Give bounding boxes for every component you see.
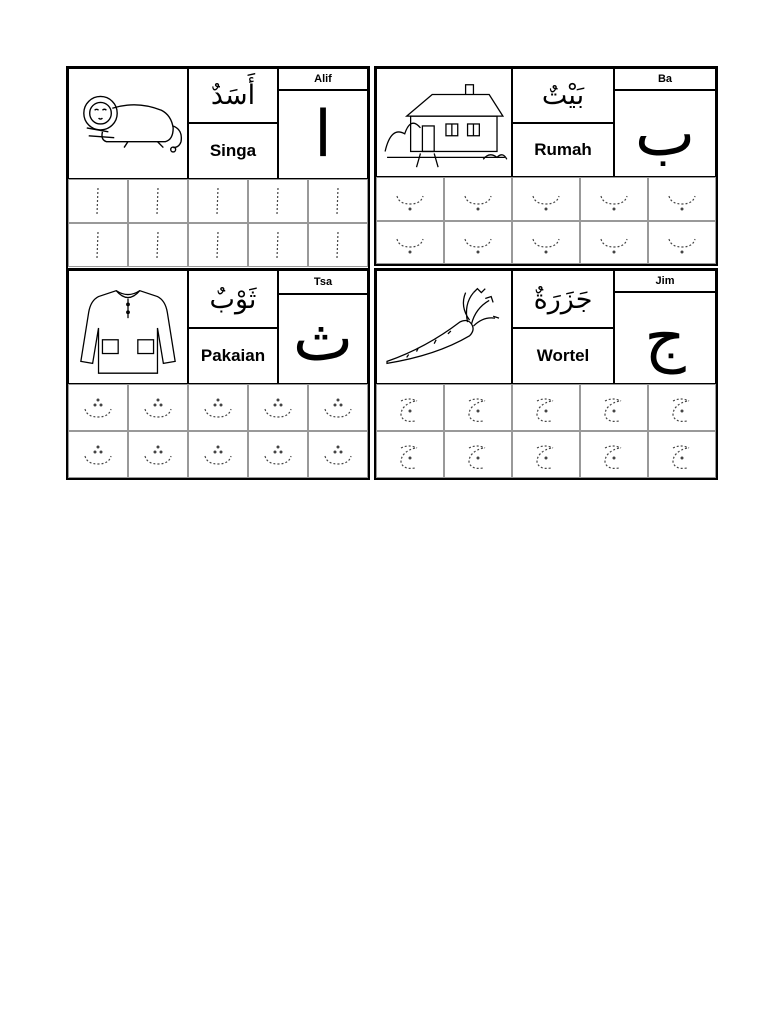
house-icon: [376, 68, 512, 177]
jim-trace-icon: [512, 384, 580, 431]
latin-word: Rumah: [512, 123, 614, 177]
tsa-trace-icon: [128, 431, 188, 478]
letter-card-ba: [374, 66, 718, 266]
ba-trace-icon: [512, 221, 580, 265]
jim-trace-icon: [376, 384, 444, 431]
ba-trace-icon: [580, 221, 648, 265]
ba-trace-icon: [444, 221, 512, 265]
tsa-trace-icon: [128, 384, 188, 431]
tracing-grid: [376, 384, 716, 478]
alif-trace-icon: [308, 179, 368, 223]
big-letter: ج: [614, 292, 716, 384]
jim-trace-icon: [444, 431, 512, 478]
tsa-trace-icon: [248, 384, 308, 431]
jim-trace-icon: [376, 431, 444, 478]
arabic-word: جَزَرَةٌ: [512, 270, 614, 328]
ba-trace-icon: [648, 177, 716, 221]
arabic-word: ثَوْبٌ: [188, 270, 278, 328]
alif-trace-icon: [248, 223, 308, 267]
tsa-trace-icon: [308, 384, 368, 431]
jim-trace-icon: [512, 431, 580, 478]
alif-trace-icon: [188, 223, 248, 267]
ba-trace-icon: [444, 177, 512, 221]
latin-word: Wortel: [512, 328, 614, 384]
alif-trace-icon: [128, 179, 188, 223]
tsa-trace-icon: [68, 431, 128, 478]
tsa-trace-icon: [308, 431, 368, 478]
arabic-word: أَسَدٌ: [188, 68, 278, 123]
tracing-grid: [68, 179, 368, 267]
letter-name: Tsa: [278, 270, 368, 294]
alif-trace-icon: [68, 223, 128, 267]
letter-name: Jim: [614, 270, 716, 292]
tsa-trace-icon: [188, 431, 248, 478]
letter-name: Alif: [278, 68, 368, 90]
alif-trace-icon: [128, 223, 188, 267]
lion-icon: [68, 68, 188, 179]
letter-card-jim: [374, 268, 718, 480]
alif-trace-icon: [68, 179, 128, 223]
latin-word: Pakaian: [188, 328, 278, 384]
tracing-grid: [68, 384, 368, 478]
jim-trace-icon: [580, 384, 648, 431]
jim-trace-icon: [444, 384, 512, 431]
alif-trace-icon: [188, 179, 248, 223]
shirt-icon: [68, 270, 188, 384]
letter-card-tsa: [66, 268, 370, 480]
alif-trace-icon: [308, 223, 368, 267]
tsa-trace-icon: [188, 384, 248, 431]
jim-trace-icon: [648, 384, 716, 431]
tsa-trace-icon: [68, 384, 128, 431]
tsa-trace-icon: [248, 431, 308, 478]
arabic-word: بَيْتٌ: [512, 68, 614, 123]
ba-trace-icon: [376, 177, 444, 221]
big-letter: ب: [614, 90, 716, 177]
big-letter: ا: [278, 90, 368, 179]
letter-name: Ba: [614, 68, 716, 90]
ba-trace-icon: [580, 177, 648, 221]
ba-trace-icon: [512, 177, 580, 221]
ba-trace-icon: [648, 221, 716, 265]
alif-trace-icon: [248, 179, 308, 223]
jim-trace-icon: [580, 431, 648, 478]
latin-word: Singa: [188, 123, 278, 179]
carrot-icon: [376, 270, 512, 384]
tracing-grid: [376, 177, 716, 264]
jim-trace-icon: [648, 431, 716, 478]
big-letter: ث: [278, 294, 368, 384]
ba-trace-icon: [376, 221, 444, 265]
